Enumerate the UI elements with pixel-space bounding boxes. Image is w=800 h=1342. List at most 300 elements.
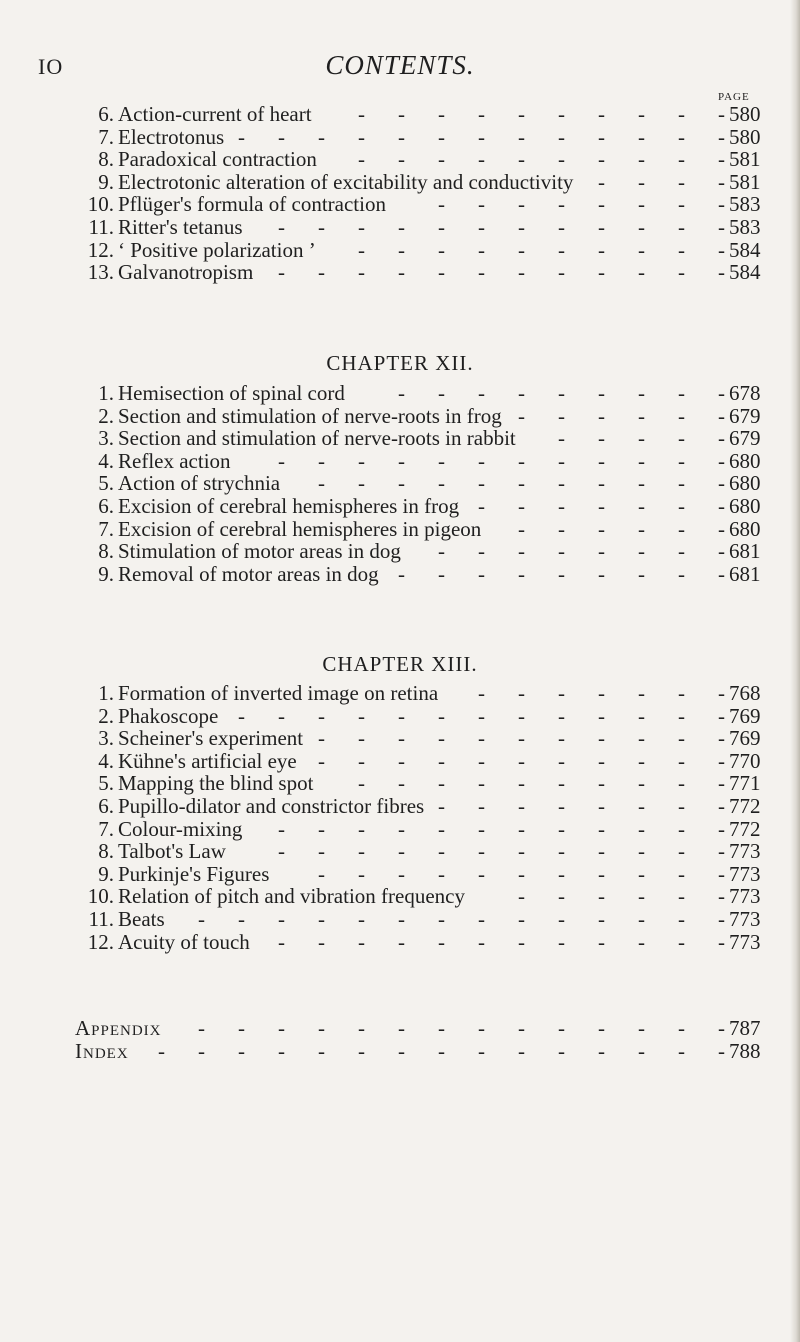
leader-dash: -: [478, 771, 485, 795]
entry-page: 773: [729, 930, 761, 954]
leader-dash: -: [718, 125, 725, 149]
leader-dash: -: [438, 147, 445, 171]
leader-dash: -: [318, 862, 325, 886]
leader-dash: -: [638, 562, 645, 586]
entry-page: 584: [729, 260, 761, 284]
leader-dash: -: [358, 704, 365, 728]
leader-dash: -: [358, 930, 365, 954]
leader-dash: -: [518, 102, 525, 126]
entry-title: Action of strychnia: [118, 471, 281, 495]
leader-dash: -: [598, 1039, 605, 1063]
leader-dash: -: [718, 260, 725, 284]
leader-dash: -: [598, 102, 605, 126]
entry-title: Action-current of heart: [118, 102, 312, 126]
leader-dash: -: [638, 884, 645, 908]
leader-dash: -: [398, 1016, 405, 1040]
entry-page: 679: [729, 404, 761, 428]
leader-dash: -: [558, 839, 565, 863]
entry-title: Colour-mixing: [118, 817, 243, 841]
leader-dash: -: [238, 1039, 245, 1063]
leader-dash: -: [358, 771, 365, 795]
leader-dash: -: [398, 930, 405, 954]
entry-page: 769: [729, 704, 761, 728]
entry-number: 12.: [87, 930, 114, 954]
leader-dash: -: [638, 260, 645, 284]
leader-dash: -: [718, 726, 725, 750]
leader-dash: -: [478, 681, 485, 705]
leader-dash: -: [678, 381, 685, 405]
leader-dash: -: [678, 539, 685, 563]
leader-dash: -: [718, 1016, 725, 1040]
entry-number: 7.: [98, 817, 114, 841]
leader-dash: -: [638, 238, 645, 262]
leader-dash: -: [718, 1039, 725, 1063]
leader-dash: -: [358, 726, 365, 750]
leader-dash: -: [718, 930, 725, 954]
leader-dash: -: [598, 562, 605, 586]
leader-dash: -: [478, 471, 485, 495]
leader-dash: -: [278, 930, 285, 954]
entry-page: 772: [729, 817, 761, 841]
leader-dash: -: [678, 771, 685, 795]
entry-number: 1.: [98, 381, 114, 405]
leader-dash: -: [558, 471, 565, 495]
leader-dash: -: [558, 260, 565, 284]
leader-dash: -: [518, 794, 525, 818]
leader-dash: -: [718, 494, 725, 518]
leader-dash: -: [598, 907, 605, 931]
leader-dash: -: [598, 862, 605, 886]
leader-dash: -: [638, 862, 645, 886]
leader-dash: -: [518, 817, 525, 841]
leader-dash: -: [678, 449, 685, 473]
leader-dash: -: [678, 192, 685, 216]
entry-page: 580: [729, 125, 761, 149]
leader-dash: -: [478, 704, 485, 728]
leader-dash: -: [678, 907, 685, 931]
entry-number: 3.: [98, 426, 114, 450]
entry-page: 680: [729, 517, 761, 541]
leader-dash: -: [158, 1039, 165, 1063]
leader-dash: -: [518, 192, 525, 216]
leader-dash: -: [478, 539, 485, 563]
entry-page: 681: [729, 562, 761, 586]
leader-dash: -: [638, 170, 645, 194]
leader-dash: -: [638, 930, 645, 954]
chapter-heading: CHAPTER XIII.: [322, 652, 478, 676]
dot-leader: [0, 259, 800, 285]
leader-dash: -: [678, 726, 685, 750]
leader-dash: -: [718, 704, 725, 728]
leader-dash: -: [598, 471, 605, 495]
leader-dash: -: [598, 884, 605, 908]
leader-dash: -: [558, 681, 565, 705]
leader-dash: -: [558, 238, 565, 262]
leader-dash: -: [598, 817, 605, 841]
leader-dash: -: [518, 681, 525, 705]
leader-dash: -: [718, 170, 725, 194]
leader-dash: -: [478, 125, 485, 149]
leader-dash: -: [718, 426, 725, 450]
leader-dash: -: [678, 494, 685, 518]
leader-dash: -: [518, 125, 525, 149]
leader-dash: -: [678, 215, 685, 239]
leader-dash: -: [718, 862, 725, 886]
leader-dash: -: [718, 471, 725, 495]
leader-dash: -: [598, 260, 605, 284]
leader-dash: -: [438, 471, 445, 495]
leader-dash: -: [678, 102, 685, 126]
toc-entry: [0, 259, 800, 285]
leader-dash: -: [398, 215, 405, 239]
leader-dash: -: [518, 726, 525, 750]
leader-dash: -: [238, 125, 245, 149]
leader-dash: -: [598, 215, 605, 239]
leader-dash: -: [638, 215, 645, 239]
entry-page: 584: [729, 238, 761, 262]
leader-dash: -: [398, 260, 405, 284]
leader-dash: -: [478, 494, 485, 518]
chapter-heading: CHAPTER XII.: [326, 351, 474, 375]
leader-dash: -: [398, 907, 405, 931]
leader-dash: -: [358, 862, 365, 886]
leader-dash: -: [678, 260, 685, 284]
leader-dash: -: [598, 426, 605, 450]
entry-number: 10.: [87, 884, 114, 908]
leader-dash: -: [718, 794, 725, 818]
leader-dash: -: [518, 907, 525, 931]
toc-entry: [0, 561, 800, 587]
leader-dash: -: [558, 381, 565, 405]
leader-dash: -: [438, 907, 445, 931]
leader-dash: -: [678, 1016, 685, 1040]
leader-dash: -: [358, 749, 365, 773]
entry-page: 773: [729, 839, 761, 863]
leader-dash: -: [598, 704, 605, 728]
leader-dash: -: [358, 817, 365, 841]
leader-dash: -: [518, 1016, 525, 1040]
leader-dash: -: [318, 726, 325, 750]
leader-dash: -: [478, 215, 485, 239]
leader-dash: -: [278, 1016, 285, 1040]
leader-dash: -: [358, 449, 365, 473]
leader-dash: -: [438, 381, 445, 405]
leader-dash: -: [438, 1016, 445, 1040]
leader-dash: -: [318, 215, 325, 239]
leader-dash: -: [558, 426, 565, 450]
leader-dash: -: [678, 794, 685, 818]
leader-dash: -: [198, 907, 205, 931]
leader-dash: -: [278, 215, 285, 239]
leader-dash: -: [558, 704, 565, 728]
entry-title: Acuity of touch: [118, 930, 250, 954]
leader-dash: -: [318, 704, 325, 728]
entry-title: Galvanotropism: [118, 260, 254, 284]
leader-dash: -: [598, 170, 605, 194]
leader-dash: -: [678, 862, 685, 886]
entry-title: Pflüger's formula of contraction: [118, 192, 386, 216]
leader-dash: -: [678, 125, 685, 149]
leader-dash: -: [598, 449, 605, 473]
leader-dash: -: [718, 102, 725, 126]
leader-dash: -: [518, 449, 525, 473]
entry-page: 769: [729, 726, 761, 750]
leader-dash: -: [718, 749, 725, 773]
leader-dash: -: [478, 147, 485, 171]
leader-dash: -: [358, 147, 365, 171]
entry-title: Reflex action: [118, 449, 231, 473]
leader-dash: -: [718, 681, 725, 705]
leader-dash: -: [238, 704, 245, 728]
leader-dash: -: [318, 930, 325, 954]
entry-title: Electrotonic alteration of excitability and conductivity: [118, 170, 574, 194]
leader-dash: -: [718, 215, 725, 239]
leader-dash: -: [558, 215, 565, 239]
entry-page: 583: [729, 192, 761, 216]
leader-dash: -: [638, 404, 645, 428]
entry-title: ‘ Positive polarization ’: [118, 238, 316, 262]
entry-title: Pupillo-dilator and constrictor fibres: [118, 794, 425, 818]
entry-number: 1.: [98, 681, 114, 705]
leader-dash: -: [438, 794, 445, 818]
leader-dash: -: [518, 862, 525, 886]
entry-title: Excision of cerebral hemispheres in frog: [118, 494, 460, 518]
leader-dash: -: [718, 517, 725, 541]
leader-dash: -: [518, 147, 525, 171]
leader-dash: -: [518, 1039, 525, 1063]
leader-dash: -: [518, 238, 525, 262]
entry-number: 7.: [98, 517, 114, 541]
entry-title: Formation of inverted image on retina: [118, 681, 439, 705]
leader-dash: -: [638, 494, 645, 518]
entry-title: Phakoscope: [118, 704, 219, 728]
leader-dash: -: [718, 539, 725, 563]
leader-dash: -: [478, 930, 485, 954]
leader-dash: -: [518, 771, 525, 795]
leader-dash: -: [678, 426, 685, 450]
leader-dash: -: [398, 449, 405, 473]
leader-dash: -: [518, 381, 525, 405]
leader-dash: -: [318, 839, 325, 863]
leader-dash: -: [318, 125, 325, 149]
leader-dash: -: [518, 260, 525, 284]
leader-dash: -: [558, 562, 565, 586]
leader-dash: -: [278, 817, 285, 841]
leader-dash: -: [518, 562, 525, 586]
entry-title: Relation of pitch and vibration frequency: [118, 884, 465, 908]
leader-dash: -: [598, 771, 605, 795]
entry-page: 580: [729, 102, 761, 126]
leader-dash: -: [438, 449, 445, 473]
leader-dash: -: [478, 794, 485, 818]
leader-dash: -: [638, 102, 645, 126]
page-number: IO: [38, 54, 64, 79]
leader-dash: -: [478, 817, 485, 841]
leader-dash: -: [318, 749, 325, 773]
leader-dash: -: [518, 215, 525, 239]
leader-dash: -: [598, 147, 605, 171]
leader-dash: -: [478, 839, 485, 863]
leader-dash: -: [478, 1039, 485, 1063]
running-head: CONTENTS.: [325, 50, 475, 80]
leader-dash: -: [398, 102, 405, 126]
entry-title: Paradoxical contraction: [118, 147, 317, 171]
leader-dash: -: [358, 907, 365, 931]
entry-page: 680: [729, 494, 761, 518]
leader-dash: -: [438, 192, 445, 216]
leader-dash: -: [638, 1016, 645, 1040]
leader-dash: -: [318, 1016, 325, 1040]
leader-dash: -: [598, 930, 605, 954]
leader-dash: -: [358, 1039, 365, 1063]
leader-dash: -: [478, 192, 485, 216]
leader-dash: -: [558, 1016, 565, 1040]
leader-dash: -: [638, 539, 645, 563]
leader-dash: -: [478, 381, 485, 405]
leader-dash: -: [678, 930, 685, 954]
leader-dash: -: [438, 238, 445, 262]
leader-dash: -: [478, 562, 485, 586]
leader-dash: -: [318, 260, 325, 284]
leader-dash: -: [478, 449, 485, 473]
leader-dash: -: [558, 102, 565, 126]
leader-dash: -: [558, 862, 565, 886]
leader-dash: -: [358, 102, 365, 126]
leader-dash: -: [558, 449, 565, 473]
entry-title: Talbot's Law: [118, 839, 226, 863]
leader-dash: -: [398, 862, 405, 886]
toc-entry: [0, 929, 800, 955]
entry-number: 8.: [98, 147, 114, 171]
leader-dash: -: [478, 102, 485, 126]
entry-number: 9.: [98, 862, 114, 886]
entry-title: Excision of cerebral hemispheres in pigeon: [118, 517, 482, 541]
entry-number: 8.: [98, 839, 114, 863]
leader-dash: -: [438, 771, 445, 795]
leader-dash: -: [598, 1016, 605, 1040]
leader-dash: -: [358, 471, 365, 495]
entry-title: Removal of motor areas in dog: [118, 562, 379, 586]
leader-dash: -: [518, 494, 525, 518]
leader-dash: -: [398, 125, 405, 149]
entry-title: Mapping the blind spot: [118, 771, 314, 795]
leader-dash: -: [518, 704, 525, 728]
leader-dash: -: [438, 817, 445, 841]
leader-dash: -: [598, 404, 605, 428]
leader-dash: -: [678, 404, 685, 428]
leader-dash: -: [558, 517, 565, 541]
leader-dash: -: [518, 930, 525, 954]
leader-dash: -: [438, 862, 445, 886]
leader-dash: -: [278, 1039, 285, 1063]
leader-dash: -: [438, 1039, 445, 1063]
leader-dash: -: [518, 749, 525, 773]
leader-dash: -: [438, 930, 445, 954]
entry-number: 4.: [98, 749, 114, 773]
leader-dash: -: [478, 749, 485, 773]
leader-dash: -: [598, 494, 605, 518]
leader-dash: -: [638, 449, 645, 473]
dot-leader: [0, 929, 800, 955]
leader-dash: -: [438, 749, 445, 773]
leader-dash: -: [398, 704, 405, 728]
entry-page: 768: [729, 681, 761, 705]
leader-dash: -: [638, 817, 645, 841]
entry-page: 583: [729, 215, 761, 239]
leader-dash: -: [638, 192, 645, 216]
leader-dash: -: [438, 215, 445, 239]
leader-dash: -: [558, 794, 565, 818]
leader-dash: -: [278, 260, 285, 284]
leader-dash: -: [318, 907, 325, 931]
leader-dash: -: [678, 681, 685, 705]
entry-number: 8.: [98, 539, 114, 563]
leader-dash: -: [558, 817, 565, 841]
entry-page: 770: [729, 749, 761, 773]
leader-dash: -: [678, 471, 685, 495]
entry-number: 3.: [98, 726, 114, 750]
leader-dash: -: [638, 426, 645, 450]
leader-dash: -: [638, 704, 645, 728]
leader-dash: -: [358, 839, 365, 863]
entry-title: Scheiner's experiment: [118, 726, 304, 750]
leader-dash: -: [638, 794, 645, 818]
entry-number: 7.: [98, 125, 114, 149]
entry-page: 581: [729, 170, 761, 194]
leader-dash: -: [358, 215, 365, 239]
leader-dash: -: [558, 930, 565, 954]
back-matter-entry: [0, 1038, 800, 1064]
leader-dash: -: [478, 726, 485, 750]
entry-page: 678: [729, 381, 761, 405]
entry-number: 11.: [88, 215, 114, 239]
entry-number: 9.: [98, 562, 114, 586]
leader-dash: -: [638, 1039, 645, 1063]
leader-dash: -: [518, 404, 525, 428]
leader-dash: -: [398, 562, 405, 586]
entry-number: 6.: [98, 494, 114, 518]
leader-dash: -: [598, 539, 605, 563]
entry-number: 11.: [88, 907, 114, 931]
leader-dash: -: [638, 771, 645, 795]
leader-dash: -: [398, 381, 405, 405]
leader-dash: -: [598, 749, 605, 773]
entry-page: 681: [729, 539, 761, 563]
leader-dash: -: [638, 907, 645, 931]
leader-dash: -: [278, 704, 285, 728]
leader-dash: -: [718, 771, 725, 795]
leader-dash: -: [478, 238, 485, 262]
leader-dash: -: [558, 404, 565, 428]
leader-dash: -: [278, 839, 285, 863]
entry-number: 10.: [87, 192, 114, 216]
leader-dash: -: [478, 862, 485, 886]
leader-dash: -: [518, 884, 525, 908]
leader-dash: -: [718, 147, 725, 171]
entry-page: 772: [729, 794, 761, 818]
leader-dash: -: [558, 147, 565, 171]
leader-dash: -: [678, 517, 685, 541]
leader-dash: -: [478, 907, 485, 931]
leader-dash: -: [598, 726, 605, 750]
leader-dash: -: [558, 771, 565, 795]
leader-dash: -: [398, 471, 405, 495]
leader-dash: -: [638, 381, 645, 405]
leader-dash: -: [398, 238, 405, 262]
entry-title: Section and stimulation of nerve-roots in frog: [118, 404, 502, 428]
leader-dash: -: [718, 884, 725, 908]
entry-page: 773: [729, 884, 761, 908]
